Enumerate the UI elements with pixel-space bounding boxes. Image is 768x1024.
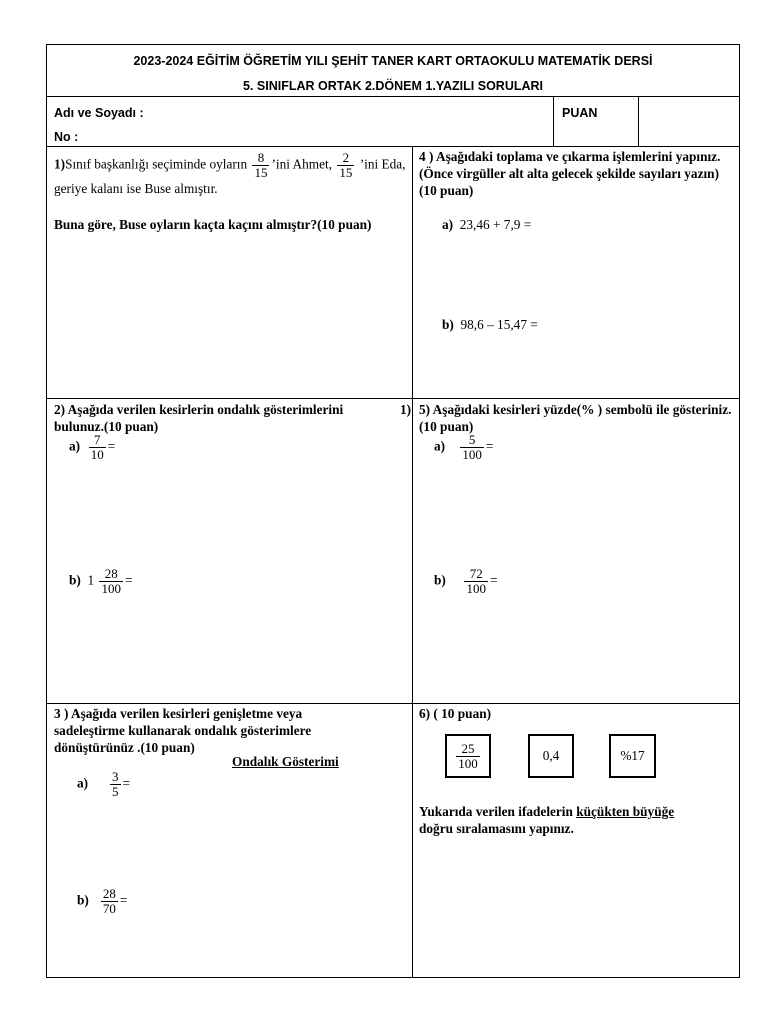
- question-3b: b) $\frac{28}{70}$ =: [77, 886, 128, 916]
- row-divider-1: [47, 398, 739, 399]
- question-3a: a) $\frac{3}{5}$ =: [77, 769, 131, 799]
- row-divider-2: [47, 703, 739, 704]
- question-5-title: 5) Aşağıdaki kesirleri yüzde(% ) sembolü ile gösteriniz. (10 puan): [419, 402, 732, 434]
- question-4a: a) 23,46 + 7,9 =: [442, 217, 532, 232]
- answer-box-fraction: [445, 734, 491, 778]
- exam-header: [47, 45, 739, 97]
- question-6-prompt: Yukarıda verilen ifadelerin küçükten büyüğe doğru sıralamasını yapınız.: [419, 804, 675, 836]
- header-title: 2023-2024 EĞİTİM ÖĞRETİM YILI ŞEHİT TANER KART ORTAOKULU MATEMATİK DERSİ: [133, 54, 653, 68]
- question-2a: a) $\frac{7}{10}$ =: [69, 432, 116, 462]
- fraction: $\frac{7}{10}$: [90, 432, 104, 462]
- answer-box-decimal: 0,4: [528, 734, 574, 778]
- question-1-text: 1)Sınıf başkanlığı seçiminde oyların $\frac{8}{15}$ ’ini Ahmet, $\frac{2}{15}$ ’ini Eda, geriye kalanı ise Buse almıştır.: [54, 150, 406, 196]
- fraction: $\frac{2}{15}$: [339, 150, 353, 180]
- score-label: PUAN: [562, 106, 598, 120]
- exam-sheet: [46, 44, 740, 978]
- fraction: $\frac{72}{100}$: [466, 566, 486, 596]
- answer-box-percent: %17: [609, 734, 656, 778]
- question-3-subheading: Ondalık Gösterimi: [232, 754, 339, 769]
- question-5a: a) $\frac{5}{100}$ =: [434, 432, 494, 462]
- question-3-title: 3 ) Aşağıda verilen kesirleri genişletme veya sadeleştirme kullanarak ondalık gösterimlere dönüştürünüz .(10 puan): [54, 706, 312, 755]
- name-label: Adı ve Soyadı :: [54, 106, 144, 120]
- fraction: $\frac{28}{100}$: [101, 566, 121, 596]
- column-divider: [412, 146, 413, 977]
- fraction: $\frac{3}{5}$: [112, 769, 119, 799]
- student-info-row: [47, 96, 739, 147]
- number-label: No :: [54, 130, 79, 144]
- question-5b: b) $\frac{72}{100}$ =: [434, 566, 498, 596]
- fraction: $\frac{25}{100}$: [458, 740, 478, 771]
- header-subtitle: 5. SINIFLAR ORTAK 2.DÖNEM 1.YAZILI SORULARI: [242, 79, 544, 93]
- fraction: $\frac{5}{100}$: [462, 432, 482, 462]
- fraction: $\frac{28}{70}$: [102, 886, 116, 916]
- question-2b: b) 1 $\frac{28}{100}$ =: [69, 566, 133, 596]
- question-2-extra: 1): [400, 402, 412, 417]
- question-1-prompt: Buna göre, Buse oyların kaçta kaçını almıştır?(10 puan): [54, 217, 372, 232]
- question-2-title: 2) Aşağıda verilen kesirlerin ondalık gösterimlerini bulunuz.(10 puan): [54, 402, 344, 434]
- question-4b: b) 98,6 – 15,47 =: [442, 317, 538, 332]
- question-4-title: 4 ) Aşağıdaki toplama ve çıkarma işlemlerini yapınız. (Önce virgüller alt alta gelecek şekilde sayıları yazın)(10 puan): [419, 149, 721, 198]
- score-cell: [553, 96, 639, 146]
- question-6-title: 6) ( 10 puan): [419, 706, 492, 721]
- fraction: $\frac{8}{15}$: [254, 150, 268, 180]
